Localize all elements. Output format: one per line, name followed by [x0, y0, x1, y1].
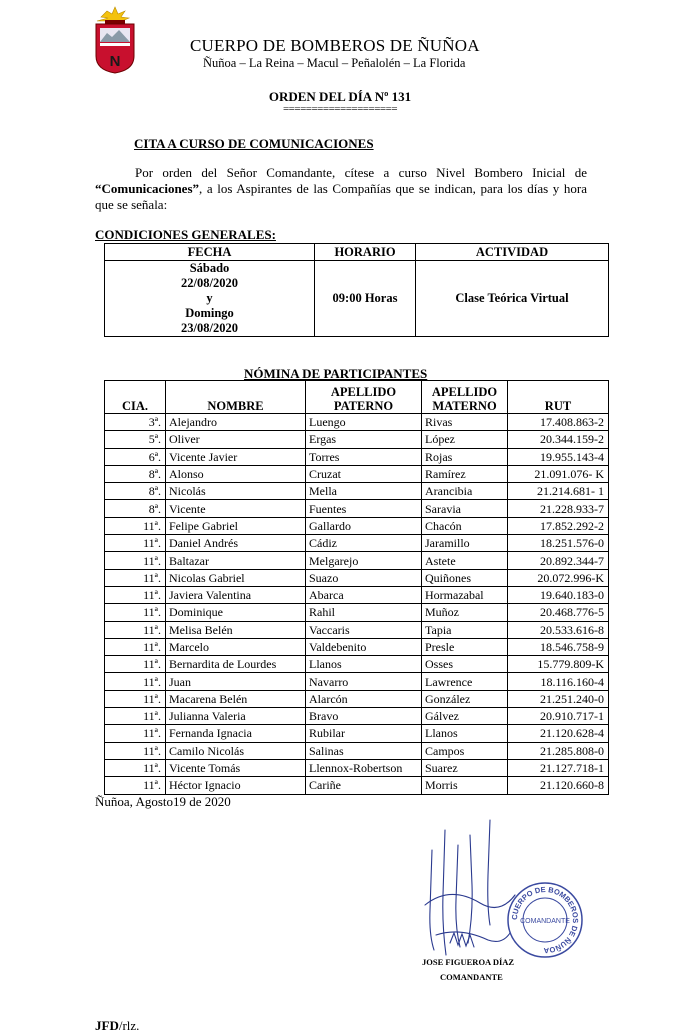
cia-cell: 8ª. — [105, 465, 166, 482]
apellido-materno-cell: Arancibia — [422, 483, 508, 500]
document-date: Ñuñoa, Agosto19 de 2020 — [95, 794, 231, 809]
stamp-center-text: COMANDANTE — [520, 918, 570, 925]
rut-cell: 21.127.718-1 — [508, 759, 609, 776]
apellido-paterno-cell: Ergas — [306, 431, 422, 448]
order-title-rule: ==================== — [282, 103, 398, 115]
apellido-paterno-cell: Abarca — [306, 586, 422, 603]
rut-cell: 19.955.143-4 — [508, 448, 609, 465]
apellido-paterno-cell: Cariñe — [306, 777, 422, 794]
cia-cell: 11ª. — [105, 673, 166, 690]
cia-cell: 11ª. — [105, 535, 166, 552]
rut-cell: 20.072.996-K — [508, 569, 609, 586]
apellido-materno-cell: Quiñones — [422, 569, 508, 586]
reference-initials — [95, 1018, 139, 1034]
table-row — [105, 569, 609, 586]
apellido-paterno-cell: Fuentes — [306, 500, 422, 517]
rut-cell: 21.228.933-7 — [508, 500, 609, 517]
rut-cell: 21.091.076- K — [508, 465, 609, 482]
table-row — [105, 552, 609, 569]
nombre-cell: Felipe Gabriel — [166, 517, 306, 534]
apellido-paterno-cell: Bravo — [306, 708, 422, 725]
nombre-cell: Camilo Nicolás — [166, 742, 306, 759]
nombre-cell: Dominique — [166, 604, 306, 621]
apellido-materno-cell: Chacón — [422, 517, 508, 534]
signer-name: JOSE FIGUEROA DÍAZ — [422, 957, 515, 967]
fire-department-crest-logo — [93, 6, 137, 74]
nombre-cell: Héctor Ignacio — [166, 777, 306, 794]
apellido-paterno-cell: Mella — [306, 483, 422, 500]
cia-cell: 8ª. — [105, 483, 166, 500]
table-row — [105, 414, 609, 431]
horario-cell: 09:00 Horas — [315, 261, 416, 337]
table-row — [105, 708, 609, 725]
nombre-cell: Marcelo — [166, 638, 306, 655]
table-row — [105, 448, 609, 465]
conditions-row — [105, 261, 609, 337]
apellido-materno-cell: Muñoz — [422, 604, 508, 621]
nombre-cell: Alejandro — [166, 414, 306, 431]
fecha-line: 22/08/2020 — [181, 276, 238, 290]
rut-cell: 21.120.660-8 — [508, 777, 609, 794]
table-row — [105, 483, 609, 500]
apellido-materno-cell: Saravia — [422, 500, 508, 517]
fecha-line: 23/08/2020 — [181, 321, 238, 335]
rut-cell: 20.468.776-5 — [508, 604, 609, 621]
apellido-materno-cell: Morris — [422, 777, 508, 794]
nombre-cell: Julianna Valeria — [166, 708, 306, 725]
organization-communes: Ñuñoa – La Reina – Macul – Peñalolén – La Florida — [203, 56, 466, 70]
nombre-cell: Vicente Tomás — [166, 759, 306, 776]
table-row — [105, 656, 609, 673]
cita-paragraph-end: , a los Aspirantes de las Compañías que se indican, para los días y hora que se señala: — [95, 181, 587, 212]
apellido-materno-cell: Llanos — [422, 725, 508, 742]
cia-cell: 3ª. — [105, 414, 166, 431]
apellido-materno-cell: Osses — [422, 656, 508, 673]
cia-cell: 11ª. — [105, 638, 166, 655]
rut-cell: 18.251.576-0 — [508, 535, 609, 552]
table-row — [105, 465, 609, 482]
apellido-paterno-cell: Melgarejo — [306, 552, 422, 569]
apellido-materno-cell: Ramírez — [422, 465, 508, 482]
apellido-paterno-cell: Llennox-Robertson — [306, 759, 422, 776]
cia-cell: 11ª. — [105, 742, 166, 759]
nombre-cell: Macarena Belén — [166, 690, 306, 707]
cia-cell: 11ª. — [105, 725, 166, 742]
fecha-header: FECHA — [105, 244, 315, 261]
nombre-cell: Baltazar — [166, 552, 306, 569]
cita-heading: CITA A CURSO DE COMUNICACIONES — [134, 136, 374, 151]
initials-author: JFD — [95, 1018, 119, 1033]
table-row — [105, 759, 609, 776]
cia-cell: 11ª. — [105, 586, 166, 603]
apellido-materno-cell: Hormazabal — [422, 586, 508, 603]
apellido-materno-cell: Astete — [422, 552, 508, 569]
apellido-paterno-cell: Luengo — [306, 414, 422, 431]
cia-cell: 11ª. — [105, 517, 166, 534]
cia-cell: 6ª. — [105, 448, 166, 465]
cia-cell: 11ª. — [105, 621, 166, 638]
rut-cell: 20.892.344-7 — [508, 552, 609, 569]
cita-paragraph — [95, 165, 587, 213]
nombre-cell: Javiera Valentina — [166, 586, 306, 603]
commander-stamp — [505, 880, 585, 960]
nombre-header: NOMBRE — [166, 381, 306, 414]
rut-cell: 18.116.160-4 — [508, 673, 609, 690]
apellido-paterno-cell: Rubilar — [306, 725, 422, 742]
cita-paragraph-start: Por orden del Señor Comandante, cítese a curso Nivel Bombero Inicial de — [135, 165, 587, 180]
fecha-cell — [105, 261, 315, 337]
nombre-cell: Fernanda Ignacia — [166, 725, 306, 742]
nombre-cell: Vicente — [166, 500, 306, 517]
stamp-ring-text: CUERPO DE BOMBEROS DE ÑUÑOA — [509, 884, 581, 956]
apellido-materno-cell: Rivas — [422, 414, 508, 431]
cia-cell: 11ª. — [105, 708, 166, 725]
apellido-materno-cell: Jaramillo — [422, 535, 508, 552]
apellido-paterno-cell: Llanos — [306, 656, 422, 673]
participants-header-row — [105, 381, 609, 414]
apellido-paterno-cell: Rahil — [306, 604, 422, 621]
rut-cell: 21.285.808-0 — [508, 742, 609, 759]
rut-cell: 15.779.809-K — [508, 656, 609, 673]
apellido-paterno-cell: Cádiz — [306, 535, 422, 552]
organization-name: CUERPO DE BOMBEROS DE ÑUÑOA — [190, 36, 480, 55]
apellido-paterno-header: APELLIDO PATERNO — [306, 381, 422, 414]
table-row — [105, 517, 609, 534]
rut-cell: 19.640.183-0 — [508, 586, 609, 603]
apellido-materno-cell: Suarez — [422, 759, 508, 776]
nombre-cell: Nicolás — [166, 483, 306, 500]
horario-header: HORARIO — [315, 244, 416, 261]
apellido-materno-header: APELLIDO MATERNO — [422, 381, 508, 414]
apellido-paterno-cell: Suazo — [306, 569, 422, 586]
table-row — [105, 742, 609, 759]
nombre-cell: Daniel Andrés — [166, 535, 306, 552]
apellido-materno-cell: Gálvez — [422, 708, 508, 725]
fecha-line: y — [206, 291, 213, 305]
conditions-header-row — [105, 244, 609, 261]
cia-cell: 5ª. — [105, 431, 166, 448]
table-row — [105, 431, 609, 448]
table-row — [105, 621, 609, 638]
apellido-materno-cell: Presle — [422, 638, 508, 655]
cia-cell: 11ª. — [105, 656, 166, 673]
cia-cell: 11ª. — [105, 552, 166, 569]
table-row — [105, 535, 609, 552]
apellido-materno-cell: González — [422, 690, 508, 707]
table-row — [105, 500, 609, 517]
table-row — [105, 604, 609, 621]
cia-cell: 8ª. — [105, 500, 166, 517]
rut-cell: 20.533.616-8 — [508, 621, 609, 638]
table-row — [105, 690, 609, 707]
rut-cell: 17.408.863-2 — [508, 414, 609, 431]
apellido-materno-cell: Rojas — [422, 448, 508, 465]
cia-cell: 11ª. — [105, 604, 166, 621]
table-row — [105, 725, 609, 742]
conditions-table — [104, 243, 609, 337]
signer-role: COMANDANTE — [440, 972, 503, 982]
table-row — [105, 586, 609, 603]
table-row — [105, 673, 609, 690]
rut-cell: 18.546.758-9 — [508, 638, 609, 655]
cia-cell: 11ª. — [105, 759, 166, 776]
apellido-paterno-cell: Salinas — [306, 742, 422, 759]
cia-cell: 11ª. — [105, 569, 166, 586]
logo-letter: N — [109, 53, 121, 70]
fecha-line: Domingo — [185, 306, 234, 320]
rut-header: RUT — [508, 381, 609, 414]
nombre-cell: Melisa Belén — [166, 621, 306, 638]
table-row — [105, 777, 609, 794]
participants-heading: NÓMINA DE PARTICIPANTES — [244, 366, 428, 381]
nombre-cell: Alonso — [166, 465, 306, 482]
fecha-line: Sábado — [189, 261, 230, 275]
nombre-cell: Juan — [166, 673, 306, 690]
nombre-cell: Vicente Javier — [166, 448, 306, 465]
rut-cell: 21.251.240-0 — [508, 690, 609, 707]
participants-table — [104, 380, 609, 795]
order-title: ORDEN DEL DÍA Nº 131 — [268, 89, 412, 104]
cia-cell: 11ª. — [105, 690, 166, 707]
apellido-paterno-cell: Cruzat — [306, 465, 422, 482]
rut-cell: 21.214.681- 1 — [508, 483, 609, 500]
conditions-heading: CONDICIONES GENERALES: — [95, 227, 276, 242]
apellido-paterno-cell: Torres — [306, 448, 422, 465]
apellido-materno-cell: Campos — [422, 742, 508, 759]
nombre-cell: Nicolas Gabriel — [166, 569, 306, 586]
apellido-paterno-cell: Gallardo — [306, 517, 422, 534]
nombre-cell: Bernardita de Lourdes — [166, 656, 306, 673]
table-row — [105, 638, 609, 655]
rut-cell: 20.910.717-1 — [508, 708, 609, 725]
actividad-header: ACTIVIDAD — [416, 244, 609, 261]
rut-cell: 21.120.628-4 — [508, 725, 609, 742]
cia-cell: 11ª. — [105, 777, 166, 794]
apellido-materno-cell: López — [422, 431, 508, 448]
apellido-materno-cell: Lawrence — [422, 673, 508, 690]
apellido-paterno-cell: Vaccaris — [306, 621, 422, 638]
apellido-paterno-cell: Alarcón — [306, 690, 422, 707]
apellido-paterno-cell: Valdebenito — [306, 638, 422, 655]
apellido-materno-cell: Tapia — [422, 621, 508, 638]
initials-typist: /rlz. — [118, 1018, 140, 1033]
actividad-cell: Clase Teórica Virtual — [416, 261, 609, 337]
cita-paragraph-course: “Comunicaciones” — [95, 181, 199, 196]
cia-header: CIA. — [105, 381, 166, 414]
rut-cell: 20.344.159-2 — [508, 431, 609, 448]
rut-cell: 17.852.292-2 — [508, 517, 609, 534]
apellido-paterno-cell: Navarro — [306, 673, 422, 690]
nombre-cell: Oliver — [166, 431, 306, 448]
